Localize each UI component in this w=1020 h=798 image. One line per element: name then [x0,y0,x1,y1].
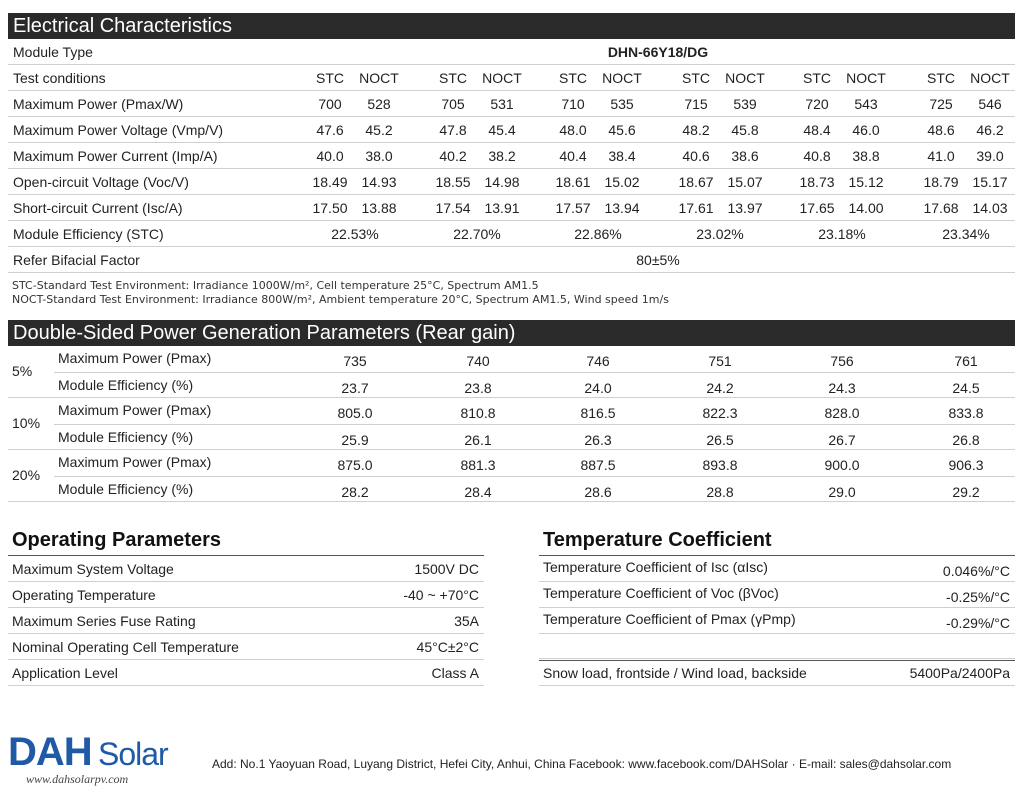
bifacial-factor-label: Refer Bifacial Factor [13,252,140,268]
electrical-cell: 18.73 [799,174,835,190]
rear-power-cell: 893.8 [702,457,738,473]
rear-power-cell: 761 [954,353,978,369]
rear-power-cell: 875.0 [337,457,373,473]
noct-header: NOCT [970,70,1010,86]
stc-header: STC [559,70,587,86]
rear-power-cell: 756 [830,353,854,369]
electrical-row [8,91,1015,117]
electrical-cell: 46.2 [976,122,1004,138]
temperature-row [539,582,1015,608]
operating-value: 45°C±2°C [416,639,479,655]
temperature-value: -0.25%/°C [946,589,1010,605]
electrical-cell: 41.0 [927,148,955,164]
rear-power-cell: 833.8 [948,405,984,421]
rear-gain-group [8,450,1015,502]
stc-header: STC [439,70,467,86]
rear-gain-percent: 5% [12,363,33,379]
rear-gain-group [8,398,1015,450]
noct-header: NOCT [602,70,642,86]
temperature-coefficient-title: Temperature Coefficient [543,529,772,551]
temperature-row [539,556,1015,582]
electrical-cell: 13.97 [727,200,763,216]
electrical-cell: 18.79 [923,174,959,190]
operating-label: Nominal Operating Cell Temperature [12,639,239,655]
electrical-row-label: Maximum Power Voltage (Vmp/V) [13,122,224,138]
electrical-cell: 17.61 [678,200,714,216]
temperature-row [539,608,1015,634]
rear-efficiency-label: Module Efficiency (%) [58,481,194,497]
bifacial-factor-value: 80±5% [636,252,680,268]
electrical-cell: 17.65 [799,200,835,216]
electrical-cell: 17.50 [312,200,348,216]
electrical-cell: 40.4 [559,148,587,164]
load-label: Snow load, frontside / Wind load, backside [543,665,807,681]
stc-header: STC [316,70,344,86]
electrical-cell: 15.17 [972,174,1008,190]
load-value: 5400Pa/2400Pa [909,665,1010,681]
rear-efficiency-cell: 24.5 [952,380,980,396]
electrical-cell: 40.0 [316,148,344,164]
rear-power-cell: 816.5 [580,405,616,421]
module-type-label: Module Type [13,44,93,60]
rear-efficiency-cell: 23.8 [464,380,492,396]
rear-gain-header: Double-Sided Power Generation Parameters (Rear gain) [8,320,1015,346]
electrical-cell: 45.8 [731,122,759,138]
electrical-cell: 38.4 [608,148,636,164]
temp-blank-row [539,633,1015,659]
electrical-cell: 700 [318,96,342,112]
electrical-cell: 18.49 [312,174,348,190]
temperature-value: -0.29%/°C [946,615,1010,631]
electrical-cell: 14.00 [848,200,884,216]
electrical-cell: 543 [854,96,878,112]
rear-power-cell: 881.3 [460,457,496,473]
rear-power-cell: 810.8 [460,405,496,421]
rear-efficiency-cell: 28.6 [584,484,612,500]
operating-row [8,608,484,634]
rear-power-label: Maximum Power (Pmax) [58,350,212,366]
rear-efficiency-cell: 25.9 [341,432,369,448]
test-conditions-label: Test conditions [13,70,106,86]
electrical-cell: 18.55 [435,174,471,190]
electrical-cell: 17.68 [923,200,959,216]
rear-efficiency-cell: 24.2 [706,380,734,396]
stc-header: STC [803,70,831,86]
efficiency-cell: 22.53% [331,226,379,242]
operating-row [8,660,484,686]
rear-gain-percent: 20% [12,467,41,483]
rear-power-label: Maximum Power (Pmax) [58,454,212,470]
operating-value: Class A [431,665,479,681]
electrical-cell: 528 [367,96,391,112]
electrical-cell: 48.4 [803,122,831,138]
rear-power-cell: 751 [708,353,732,369]
electrical-cell: 17.54 [435,200,471,216]
operating-label: Maximum Series Fuse Rating [12,613,196,629]
electrical-cell: 15.02 [604,174,640,190]
operating-label: Operating Temperature [12,587,156,603]
module-efficiency-row [8,221,1015,247]
operating-row [8,582,484,608]
test-conditions-row [8,65,1015,91]
electrical-cell: 13.88 [361,200,397,216]
efficiency-cell: 22.86% [574,226,622,242]
rear-gain-group [8,346,1015,398]
electrical-cell: 46.0 [852,122,880,138]
rear-power-cell: 805.0 [337,405,373,421]
noct-header: NOCT [482,70,522,86]
module-type-row [8,39,1015,65]
operating-value: 35A [454,613,479,629]
rear-power-row [54,398,1015,425]
rear-power-cell: 740 [466,353,490,369]
rear-efficiency-cell: 29.0 [828,484,856,500]
module-type-value: DHN-66Y18/DG [607,44,709,60]
operating-value: 1500V DC [414,561,479,577]
electrical-cell: 45.4 [488,122,516,138]
rear-efficiency-row [54,372,1015,398]
electrical-row-label: Short-circuit Current (Isc/A) [13,200,183,216]
rear-efficiency-cell: 23.7 [341,380,369,396]
electrical-cell: 705 [441,96,465,112]
electrical-cell: 539 [733,96,757,112]
load-row [539,660,1015,686]
rear-efficiency-cell: 28.2 [341,484,369,500]
electrical-cell: 17.57 [555,200,591,216]
operating-row [8,556,484,582]
stc-header: STC [927,70,955,86]
electrical-cell: 14.98 [484,174,520,190]
electrical-row [8,143,1015,169]
logo-dah-text: DAH [8,730,92,774]
electrical-cell: 720 [805,96,829,112]
efficiency-cell: 23.34% [942,226,990,242]
bifacial-factor-row [8,247,1015,273]
dah-solar-logo [8,730,168,787]
operating-parameters-title: Operating Parameters [12,529,221,551]
temperature-value: 0.046%/°C [942,563,1010,579]
electrical-cell: 40.8 [803,148,831,164]
rear-efficiency-row [54,476,1015,502]
stc-note: STC-Standard Test Environment: Irradiance 1000W/m², Cell temperature 25°C, Spectrum AM1.5 [12,279,539,292]
rear-efficiency-row [54,424,1015,450]
electrical-cell: 14.93 [361,174,397,190]
rear-power-cell: 887.5 [580,457,616,473]
rear-power-cell: 900.0 [824,457,860,473]
electrical-cell: 39.0 [976,148,1004,164]
temperature-label: Temperature Coefficient of Isc (αIsc) [543,559,768,575]
electrical-cell: 38.0 [365,148,393,164]
electrical-cell: 18.61 [555,174,591,190]
rear-gain-percent: 10% [12,415,41,431]
rear-efficiency-label: Module Efficiency (%) [58,429,194,445]
electrical-row [8,169,1015,195]
operating-label: Application Level [12,665,118,681]
noct-header: NOCT [359,70,399,86]
rear-efficiency-label: Module Efficiency (%) [58,377,194,393]
rear-efficiency-cell: 26.5 [706,432,734,448]
electrical-row-label: Maximum Power (Pmax/W) [13,96,184,112]
electrical-cell: 45.6 [608,122,636,138]
efficiency-cell: 23.02% [696,226,744,242]
electrical-cell: 48.0 [559,122,587,138]
temperature-label: Temperature Coefficient of Pmax (γPmp) [543,611,796,627]
rear-power-cell: 735 [343,353,367,369]
electrical-row-label: Maximum Power Current (Imp/A) [13,148,218,164]
operating-label: Maximum System Voltage [12,561,174,577]
efficiency-cell: 22.70% [453,226,501,242]
electrical-cell: 47.6 [316,122,344,138]
electrical-cell: 715 [684,96,708,112]
electrical-cell: 13.91 [484,200,520,216]
electrical-cell: 531 [490,96,514,112]
electrical-row-label: Open-circuit Voltage (Voc/V) [13,174,189,190]
operating-row [8,634,484,660]
rear-efficiency-cell: 26.3 [584,432,612,448]
temperature-label: Temperature Coefficient of Voc (βVoc) [543,585,779,601]
rear-power-label: Maximum Power (Pmax) [58,402,212,418]
electrical-cell: 710 [561,96,585,112]
rear-efficiency-cell: 26.7 [828,432,856,448]
rear-power-cell: 828.0 [824,405,860,421]
electrical-cell: 18.67 [678,174,714,190]
electrical-cell: 45.2 [365,122,393,138]
electrical-cell: 48.6 [927,122,955,138]
electrical-cell: 15.07 [727,174,763,190]
rear-power-row [54,346,1015,373]
module-efficiency-label: Module Efficiency (STC) [13,226,164,242]
electrical-cell: 15.12 [848,174,884,190]
rear-efficiency-cell: 29.2 [952,484,980,500]
electrical-cell: 546 [978,96,1002,112]
electrical-cell: 14.03 [972,200,1008,216]
electrical-cell: 535 [610,96,634,112]
electrical-cell: 47.8 [439,122,467,138]
electrical-cell: 38.2 [488,148,516,164]
electrical-cell: 48.2 [682,122,710,138]
electrical-cell: 38.8 [852,148,880,164]
noct-header: NOCT [725,70,765,86]
electrical-cell: 40.2 [439,148,467,164]
electrical-cell: 40.6 [682,148,710,164]
logo-website: www.dahsolarpv.com [26,772,129,786]
rear-power-cell: 906.3 [948,457,984,473]
electrical-cell: 13.94 [604,200,640,216]
rear-efficiency-cell: 26.1 [464,432,492,448]
electrical-characteristics-header: Electrical Characteristics [8,13,1015,39]
electrical-cell: 725 [929,96,953,112]
electrical-cell: 38.6 [731,148,759,164]
rear-efficiency-cell: 24.3 [828,380,856,396]
rear-efficiency-cell: 28.4 [464,484,492,500]
noct-header: NOCT [846,70,886,86]
electrical-row [8,195,1015,221]
rear-efficiency-cell: 24.0 [584,380,612,396]
rear-power-cell: 822.3 [702,405,738,421]
rear-efficiency-cell: 28.8 [706,484,734,500]
efficiency-cell: 23.18% [818,226,866,242]
stc-header: STC [682,70,710,86]
electrical-row [8,117,1015,143]
footer-address: Add: No.1 Yaoyuan Road, Luyang District, Hefei City, Anhui, China Facebook: www.facebook.com/DAHSolar · E-mail: sales@dahsolar.com [212,757,952,771]
logo-solar-text: Solar [98,736,168,772]
rear-efficiency-cell: 26.8 [952,432,980,448]
operating-value: -40 ~ +70°C [403,587,479,603]
rear-power-row [54,450,1015,477]
rear-power-cell: 746 [586,353,610,369]
noct-note: NOCT-Standard Test Environment: Irradiance 800W/m², Ambient temperature 20°C, Spectrum AM1.5, Wind speed 1m/s [12,293,669,306]
